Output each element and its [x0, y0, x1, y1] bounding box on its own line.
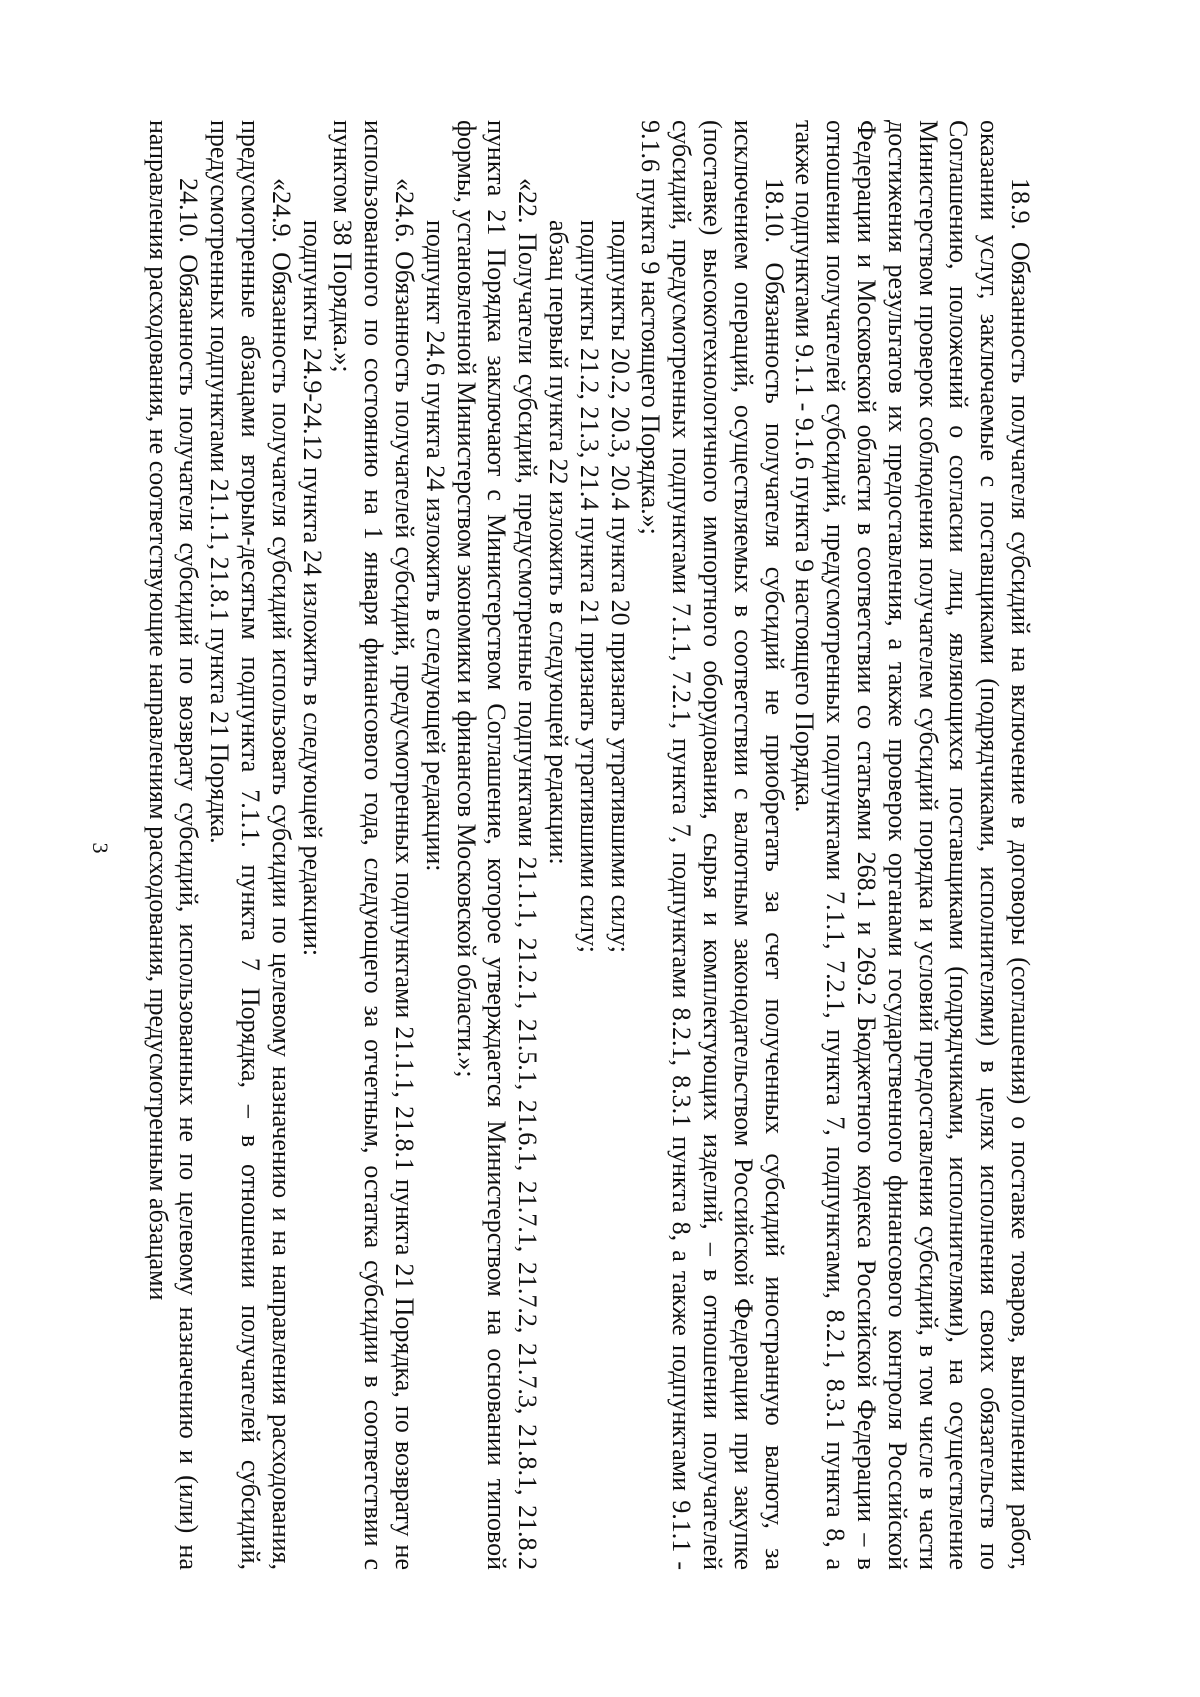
paragraph-24-9: «24.9. Обязанность получателя субсидий использовать субсидии по целевому назначению и на направления расходования, предусмотренные абзацами вторым-десятым подпункта 7.1.1. пункта 7 Порядка, – в отношении получателей субсидий, предусмотренных подпунктами 21.1.1, 21.8.1 пункта 21 Порядка. — [205, 120, 296, 1570]
document-body — [125, 120, 1035, 1570]
paragraph-subpoint-24-6-intro: подпункт 24.6 пункта 24 изложить в следующей редакции: — [420, 220, 450, 872]
paragraph-subpoints-24-9-intro: подпункты 24.9-24.12 пункта 24 изложить в следующей редакции: — [297, 220, 327, 957]
page-number: 3 — [88, 842, 113, 854]
paragraph-subpoints-21: подпункты 21.2, 21.3, 21.4 пункта 21 признать утратившими силу; — [574, 220, 604, 953]
paragraph-subpoints-20: подпункты 20.2, 20.3, 20.4 пункта 20 признать утратившими силу; — [605, 220, 635, 953]
paragraph-24-10: 24.10. Обязанность получателя субсидий по возврату субсидий, использованных не по целевому назначению и (или) на направления расходования, не соответствующие направлениям расходования, предусмотренным абзацами — [143, 120, 204, 1570]
paragraph-24-6: «24.6. Обязанность получателей субсидий, предусмотренных подпунктами 21.1.1, 21.8.1 пункта 21 Порядка, по возврату не использованного по состоянию на 1 января финансового года, следующего за отчетным, остатка субсидии в соответствии с пунктом 38 Порядка.»; — [328, 120, 420, 1570]
paragraph-point-22-intro: абзац первый пункта 22 изложить в следующей редакции: — [544, 220, 574, 865]
paragraph-18-10: 18.10. Обязанность получателя субсидий не приобретать за счет полученных субсидий иностранную валюту, за исключением операций, осуществляемых в соответствии с валютным законодательством Российской Федерации при закупке (поставке) высокотехнологичного импортного оборудования, сырья и комплектующих изделий, – в отношении получателей субсидий, предусмотренных подпунктами 7.1.1, 7.2.1, пункта 7, подпунктами 8.2.1, 8.3.1 пункта 8, а также подпунктами 9.1.1 - 9.1.6 пункта 9 настоящего Порядка.»; — [636, 120, 789, 1570]
paragraph-22: «22. Получатели субсидий, предусмотренные подпунктами 21.1.1, 21.2.1, 21.5.1, 21.6.1, 21.7.1, 21.7.2, 21.7.3, 21.8.1, 21.8.2 пункта 21 Порядка заключают с Министерством Соглашение, которое утверждается Министерством на основании типовой формы, установленной Министерством экономики и финансов Московской области.»; — [451, 120, 543, 1570]
paragraph-18-9: 18.9. Обязанность получателя субсидий на включение в договоры (соглашения) о поставке товаров, выполнении работ, оказании услуг, заключаемые с поставщиками (подрядчиками, исполнителями) в целях исполнения своих обязательств по Соглашению, положений о согласии лиц, являющихся поставщиками (подрядчиками, исполнителями), на осуществление Министерством проверок соблюдения получателем субсидий порядка и условий предоставления субсидий, в том числе в части достижения результатов их предоставления, а также проверок органами государственного финансового контроля Российской Федерации и Московской области в соответствии со статьями 268.1 и 269.2 Бюджетного кодекса Российской Федерации – в отношении получателей субсидий, предусмотренных подпунктами 7.1.1, 7.2.1, пункта 7, подпунктами, 8.2.1, 8.3.1 пункта 8, а также подпунктами 9.1.1 - 9.1.6 пункта 9 настоящего Порядка. — [790, 120, 1035, 1570]
